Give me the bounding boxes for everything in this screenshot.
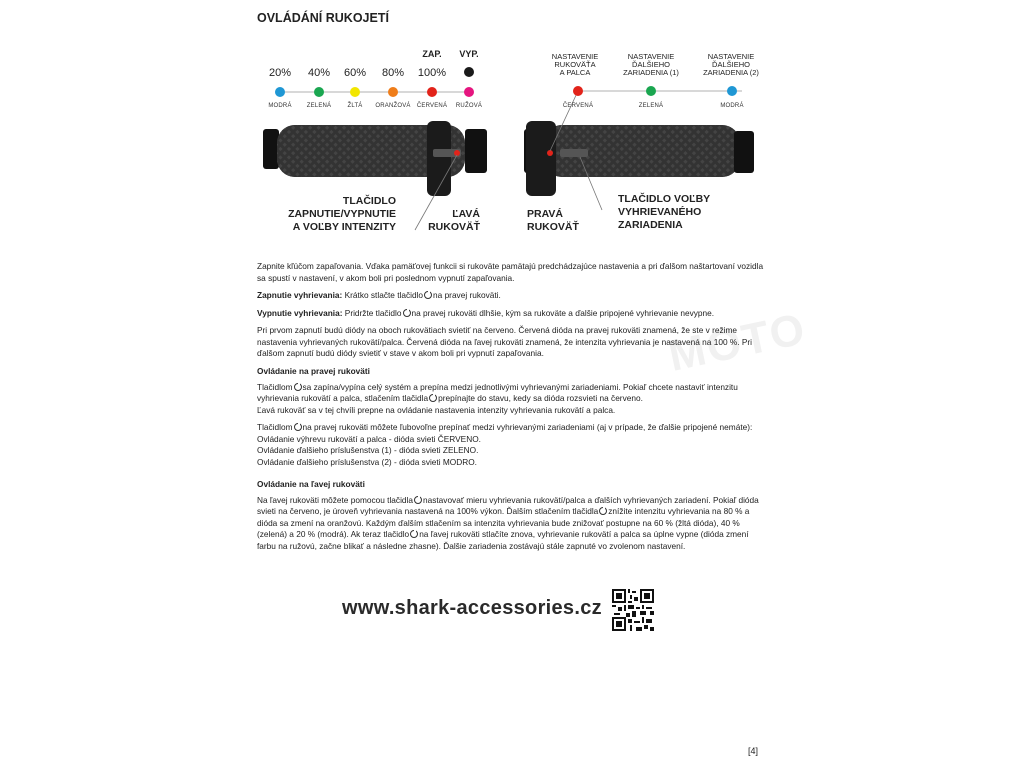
website-url[interactable]: www.shark-accessories.cz	[342, 597, 602, 619]
intro-text	[257, 261, 767, 360]
qr-code-icon	[612, 589, 654, 631]
right-section-paragraph-2	[257, 422, 767, 434]
right-callout-line-1: TLAČIDLO VOĽBY	[618, 193, 711, 205]
power-icon	[410, 530, 418, 538]
on-instruction-label: Zapnutie vyhrievania:	[257, 290, 343, 300]
left-section-heading: Ovládanie na ľavej rukoväti	[257, 479, 365, 489]
on-instruction-text-b: na pravej rukoväti.	[433, 290, 501, 300]
right-p2-b: na pravej rukoväti môžete ľubovoľne prepínať medzi vyhrievanými zariadeniami (aj v prípade, že ďalšie pripojené nemáte):	[302, 422, 753, 432]
color-yellow-label: ŽLTÁ	[347, 103, 363, 109]
left-grip-label-1: ĽAVÁ	[452, 208, 480, 220]
right-section-line-1: Ovládanie výhrevu rukovätí a palca - dióda svieti ČERVENO.	[257, 433, 481, 444]
right-grip-section	[257, 366, 767, 468]
right-header-3-line-2: ĎALŠIEHO	[712, 60, 750, 69]
led-red-dot	[427, 87, 437, 97]
right-grip-label-1: PRAVÁ	[527, 208, 563, 220]
right-grip-label-2: RUKOVÄŤ	[527, 221, 579, 233]
led-green-dot	[314, 87, 324, 97]
level-100-label: 100%	[417, 67, 447, 79]
led-orange-dot	[388, 87, 398, 97]
right-grip-end-cap	[734, 131, 754, 173]
left-callout-line-2: ZAPNUTIE/VYPNUTIE	[288, 208, 396, 220]
left-p-a: Na ľavej rukoväti môžete pomocou tlačidla	[257, 494, 413, 505]
right-button-plate	[560, 149, 588, 157]
right-grip-housing	[526, 121, 556, 196]
level-40-label: 40%	[307, 67, 331, 79]
left-p-c: znížite intenzitu vyhrievania na 80 % a dióda sa zmení na oranžovú. Každým ďalším stlačením sa intenzita vyhrievania bude znižovať postupne na 60 % (žltá dióda), 40 % (zelená) a 20 % (modrá). Ak teraz tlačidlo	[257, 506, 750, 539]
power-icon	[294, 423, 302, 431]
color-blue-label: MODRÁ	[268, 103, 292, 109]
left-p-d: na ľavej rukoväti stlačíte znova, vyhrievanie rukovätí a palca sa úplne vypne (dióda zmení farbu na ružovú, začne blikať a následne zhasne). Ďalšie zariadenia zostávajú stále zapnuté vo zvolenom nastavení.	[257, 529, 749, 551]
color-red-label: ČERVENÁ	[416, 103, 448, 109]
color-green-label: ZELENÁ	[306, 103, 332, 109]
right-grip-label	[527, 208, 587, 234]
power-icon	[424, 291, 432, 299]
color-orange-label: ORANŽOVÁ	[375, 103, 411, 109]
on-instruction	[257, 290, 767, 302]
right-section-paragraph-1	[257, 382, 767, 417]
level-80-label: 80%	[381, 67, 405, 79]
first-start-paragraph: Pri prvom zapnutí budú diódy na oboch rukovätiach svietiť na červeno. Červená dióda na pravej rukoväti znamená, že ste v režime nastavenia vyhrievaných rukovätí/palca. Červená dióda na ľavej rukoväti znamená, že intenzita vyhrievania je nastavená na 100 %. Pri ďalšom zapnutí budú diódy svietiť v stave v akom boli pri vypnutí zapaľovania.	[257, 325, 752, 358]
right-green-dot	[646, 86, 656, 96]
right-header-3-line-3: ZARIADENIA (2)	[703, 68, 759, 77]
on-label: ZAP.	[422, 49, 442, 59]
left-grip-housing	[427, 121, 451, 196]
off-instruction-text-a: Pridržte tlačidlo	[344, 307, 402, 318]
right-red-dot	[573, 86, 583, 96]
left-callout-line-3: A VOĽBY INTENZITY	[292, 221, 396, 233]
right-p1-b: sa zapína/vypína celý systém a prepína medzi jednotlivými vyhrievanými zariadeniami. Pokiaľ chcete nastaviť intenzitu vyhrievania rukovätí a palca, stlačením tlačidla	[257, 381, 738, 403]
right-blue-label: MODRÁ	[720, 103, 744, 109]
right-header-3-line-1: NASTAVENIE	[707, 52, 755, 61]
right-section-heading: Ovládanie na pravej rukoväti	[257, 366, 370, 376]
right-p1-d: Ľavá rukoväť sa v tej chvíli prepne na ovládanie nastavenia intenzity vyhrievania rukovätí a palca.	[257, 404, 616, 415]
power-icon	[599, 507, 607, 515]
right-p2-a: Tlačidlom	[257, 422, 293, 432]
right-section-line-2: Ovládanie ďalšieho príslušenstva (1) - dióda svieti ZELENO.	[257, 445, 479, 455]
left-grip-throttle-end	[465, 129, 487, 173]
right-header-2-line-2: ĎALŠIEHO	[632, 60, 670, 69]
right-p1-c: prepínajte do stavu, kedy sa dióda rozsvieti na červeno.	[438, 393, 643, 403]
left-button-callout	[268, 195, 396, 234]
right-callout-line-3: ZARIADENIA	[618, 219, 683, 231]
watermark: MOTO	[664, 304, 811, 381]
left-grip-label	[420, 208, 480, 234]
right-p1-a: Tlačidlom	[257, 381, 293, 392]
right-header-2-line-1: NASTAVENIE	[627, 52, 675, 61]
off-instruction-label: Vypnutie vyhrievania:	[257, 307, 343, 318]
power-icon	[429, 394, 437, 402]
right-button-callout	[618, 193, 748, 232]
level-20-label: 20%	[268, 67, 292, 79]
off-instruction-text-b: na pravej rukoväti dlhšie, kým sa rukoväte a ďalšie pripojené vyhrievanie nevypne.	[411, 307, 715, 318]
off-dot	[464, 67, 474, 77]
left-p-b: nastavovať mieru vyhrievania rukovätí/palca a ďalších vyhrievaných zariadení. Pokiaľ dióda svieti na červeno, je úroveň vyhrievania nastavená na 100% výkon. Ďalším stlačením tlačidla	[257, 494, 759, 516]
left-grip-end-cap	[263, 129, 279, 169]
right-header-2	[612, 53, 690, 77]
off-instruction	[257, 308, 767, 320]
power-icon	[294, 383, 302, 391]
led-blue-dot	[275, 87, 285, 97]
power-icon	[403, 309, 411, 317]
left-section-paragraph	[257, 495, 767, 553]
power-icon	[414, 496, 422, 504]
level-60-label: 60%	[343, 67, 367, 79]
intro-paragraph: Zapnite kľúčom zapaľovania. Vďaka pamäťovej funkcii si rukoväte pamätajú predchádzajúce nastavenia a pri ďalšom naštartovaní vozidla sa spustí v nastavení, v akom boli pri poslednom vypnutí zapaľovania.	[257, 261, 764, 283]
left-callout-line-1: TLAČIDLO	[342, 195, 396, 207]
led-yellow-dot	[350, 87, 360, 97]
right-header-1-line-2: RUKOVÄŤA	[554, 60, 596, 69]
left-grip-label-2: RUKOVÄŤ	[428, 221, 480, 233]
right-header-1	[540, 53, 610, 77]
right-header-3	[692, 53, 770, 77]
right-green-label: ZELENÁ	[638, 103, 664, 109]
right-callout-line-2: VYHRIEVANÉHO	[618, 206, 702, 218]
right-section-line-3: Ovládanie ďalšieho príslušenstva (2) - dióda svieti MODRO.	[257, 456, 477, 467]
right-header-2-line-3: ZARIADENIA (1)	[623, 68, 679, 77]
right-blue-dot	[727, 86, 737, 96]
page-number: [4]	[748, 746, 759, 756]
color-pink-label: RUŽOVÁ	[455, 103, 483, 109]
right-header-1-line-1: NASTAVENIE	[551, 52, 599, 61]
off-label: VYP.	[459, 49, 479, 59]
page-title: OVLÁDÁNÍ RUKOJETÍ	[257, 11, 389, 25]
led-pink-dot	[464, 87, 474, 97]
right-red-label: ČERVENÁ	[562, 103, 594, 109]
left-grip-section	[257, 479, 767, 552]
right-header-1-line-3: A PALCA	[559, 68, 591, 77]
on-instruction-text-a: Krátko stlačte tlačidlo	[344, 290, 424, 300]
